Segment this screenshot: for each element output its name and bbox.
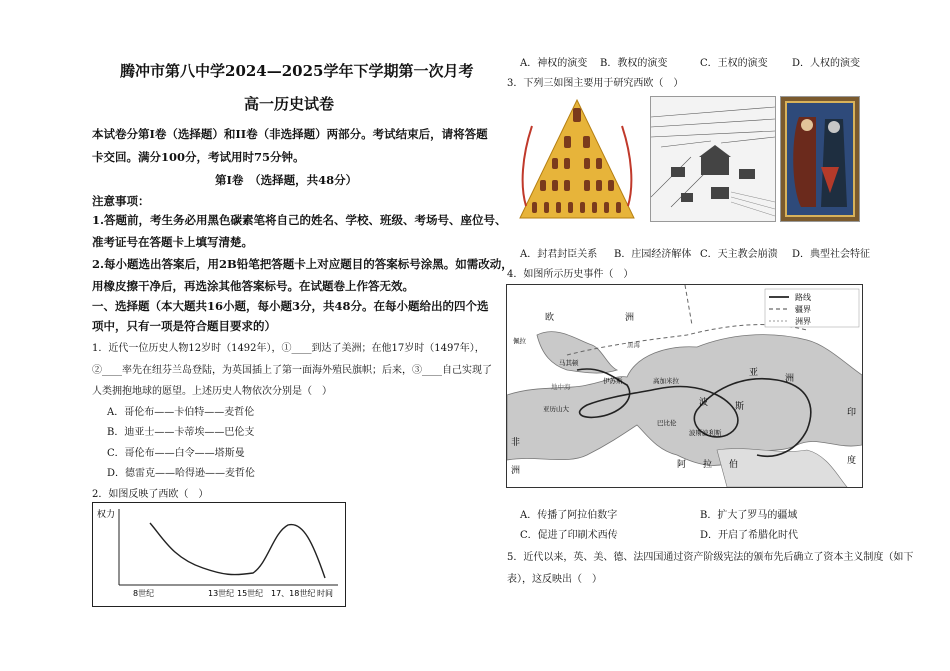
label-gaugamela: 高加米拉 [653, 377, 679, 385]
power-curve [150, 523, 325, 578]
q3-option-c: C．天主教会崩溃 [700, 249, 778, 260]
label-persia-2: 斯 [735, 402, 745, 412]
legend-route: 路线 [795, 293, 811, 302]
y-axis-label: 权力 [97, 510, 116, 520]
manor-drawing-svg [651, 97, 775, 221]
notes-heading: 注意事项： [92, 194, 150, 208]
label-india-2: 度 [847, 456, 857, 466]
q1-option-b: B．迪亚士——卡蒂埃——巴伦支 [107, 427, 255, 438]
feudal-pyramid-svg [512, 96, 642, 224]
map-svg [507, 285, 862, 487]
manor-drawing-image [650, 96, 776, 222]
label-asia-1: 亚 [749, 368, 759, 378]
notes-line-1: 1.答题前，考生务必用黑色碳素笔将自己的姓名、学校、班级、考场号、座位号、 [92, 213, 507, 227]
q1-option-c: C．哥伦布——白令——塔斯曼 [107, 448, 245, 459]
label-persepolis: 波斯波利斯 [689, 429, 722, 437]
label-europe-1: 欧 [545, 313, 555, 323]
q3-option-d: D．典型社会特征 [792, 249, 871, 260]
q2-power-chart [92, 502, 346, 607]
part1-line-1: 一、选择题（本大题共16小题，每小题3分，共48分。在每小题给出的四个选 [92, 299, 489, 313]
subject-title: 高一历史试卷 [244, 95, 335, 113]
label-india-1: 印 [847, 408, 857, 418]
label-macedonia: 马其顿 [559, 359, 579, 367]
notes-line-3: 2.每小题选出答案后，用2B铅笔把答题卡上对应题目的答案标号涂黑。如需改动， [92, 257, 513, 271]
vassal-manuscript-svg [781, 97, 859, 221]
section-title: 第Ⅰ卷 （选择题，共48分） [215, 173, 358, 187]
q4-option-a: A．传播了阿拉伯数字 [520, 510, 618, 521]
q1-stem-1: 1．近代一位历史人物12岁时（1492年），①____到达了美洲；在他17岁时（1497年）， [92, 343, 485, 354]
intro-line-2: 卡交回。满分100分，考试用时75分钟。 [92, 150, 305, 164]
legend-continent: 洲界 [795, 317, 811, 326]
label-alexandria: 亚历山大 [543, 405, 569, 413]
label-mediterranean: 地中海 [551, 383, 571, 391]
label-babylon: 巴比伦 [657, 419, 677, 427]
q4-option-b: B．扩大了罗马的疆域 [700, 510, 798, 521]
q2-option-d: D．人权的演变 [792, 58, 861, 69]
label-pella: 佩拉 [513, 337, 526, 345]
x-tick-15c: 15世纪 [237, 589, 264, 598]
feudal-pyramid-image [512, 96, 642, 224]
q2-option-b: B．教权的演变 [600, 58, 668, 69]
q2-option-c: C．王权的演变 [700, 58, 768, 69]
x-tick-13c: 13世纪 [208, 589, 235, 598]
part1-line-2: 项中，只有一项是符合题目要求的） [92, 319, 276, 333]
q4-option-d: D．开启了希腊化时代 [700, 530, 799, 541]
q4-option-c: C．促进了印刷术西传 [520, 530, 618, 541]
label-africa-2: 洲 [511, 466, 521, 476]
notes-line-4: 用橡皮擦干净后，再选涂其他答案标号。在试题卷上作答无效。 [92, 279, 414, 293]
label-arabia-2: 拉 [703, 460, 713, 470]
label-persia-1: 波 [699, 398, 709, 408]
label-issus: 伊苏斯 [603, 377, 623, 385]
q2-chart-svg [93, 503, 345, 606]
notes-line-2: 准考证号在答题卡上填写清楚。 [92, 235, 253, 249]
label-arabia-3: 伯 [729, 460, 739, 470]
exam-title: 腾冲市第八中学2024—2025学年下学期第一次月考 [120, 62, 474, 80]
label-asia-2: 洲 [785, 374, 795, 384]
legend-border: 疆界 [795, 305, 811, 314]
q3-option-a: A．封君封臣关系 [520, 249, 598, 260]
q2-option-a: A．神权的演变 [520, 58, 588, 69]
q2-stem: 2．如图反映了西欧（ ） [92, 489, 209, 500]
x-tick-8c: 8世纪 [133, 589, 155, 598]
q3-option-b: B．庄园经济解体 [614, 249, 692, 260]
label-black-sea: 黑海 [627, 341, 640, 349]
label-africa-1: 非 [511, 438, 521, 448]
q1-stem-2: ②____率先在纽芬兰岛登陆，为英国插上了第一面海外殖民旗帜；后来，③____自己实现了 [92, 365, 492, 376]
x-tick-17-18c: 17、18世纪 [271, 589, 316, 598]
label-arabia-1: 阿 [677, 460, 687, 470]
label-europe-2: 洲 [625, 313, 635, 323]
q1-option-a: A．哥伦布——卡伯特——麦哲伦 [107, 407, 255, 418]
q5-stem-1: 5．近代以来，英、美、德、法四国通过资产阶级宪法的颁布先后确立了资本主义制度（如下 [507, 552, 914, 563]
intro-line-1: 本试卷分第Ⅰ卷（选择题）和II卷（非选择题）两部分。考试结束后，请将答题 [92, 127, 488, 141]
q1-option-d: D．德雷克——哈得逊——麦哲伦 [107, 468, 256, 479]
vassal-manuscript-image [780, 96, 860, 222]
alexander-campaign-map [506, 284, 863, 488]
x-axis-label: 时间 [317, 589, 333, 598]
q1-stem-3: 人类拥抱地球的愿望。上述历史人物依次分别是（ ） [92, 386, 332, 397]
q4-stem: 4．如图所示历史事件（ ） [507, 269, 634, 280]
q5-stem-2: 表），这反映出（ ） [507, 574, 602, 585]
q3-stem: 3．下列三如图主要用于研究西欧（ ） [507, 78, 684, 89]
